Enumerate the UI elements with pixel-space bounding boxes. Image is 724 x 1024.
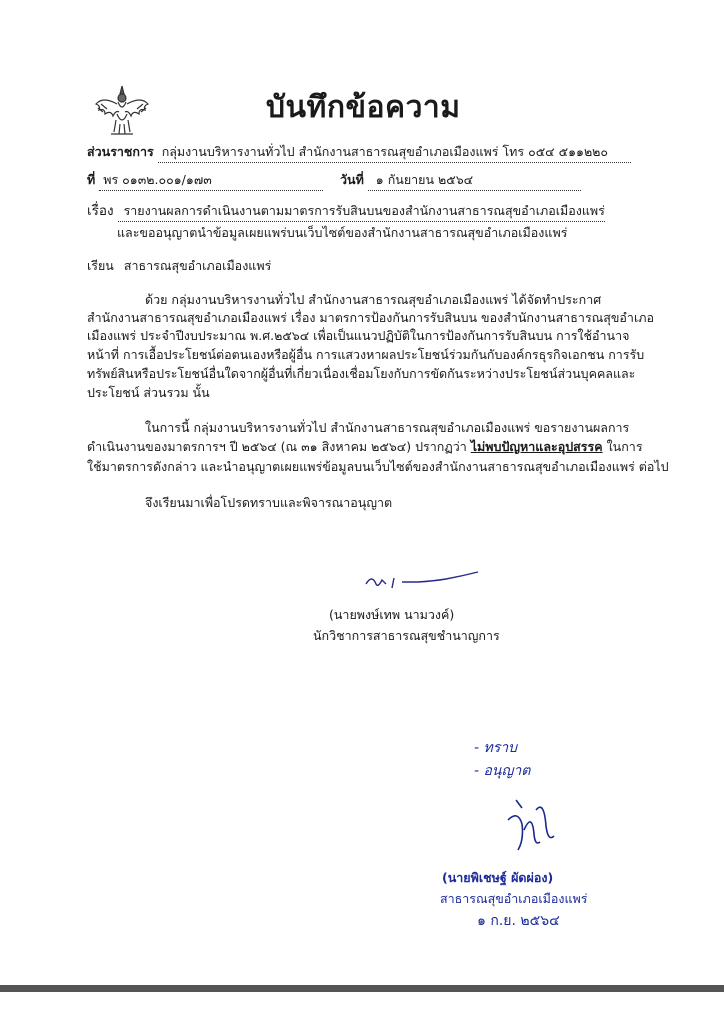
garuda-emblem-icon	[93, 82, 151, 138]
paragraph-3: จึงเรียนมาเพื่อโปรดทราบและพิจารณาอนุญาต	[145, 495, 393, 510]
signer-name: (นายพงษ์เทพ นามวงค์)	[329, 607, 455, 622]
department-row	[87, 142, 631, 163]
approver-name: (นายพิเชษฐ์ ผัดผ่อง)	[442, 870, 554, 885]
paragraph-1-line-4: หน้าที่ การเอื้อประโยชน์ต่อตนเองหรือผู้อื่น การแสวงหาผลประโยชน์ร่วมกันกับองค์กรธุรกิจเอกชน การรับ	[87, 347, 645, 362]
paragraph-1-line-2: สำนักงานสาธารณสุขอำเภอเมืองแพร่ เรื่อง มาตรการป้องกันการรับสินบน ของสำนักงานสาธารณสุขอำเภอ	[87, 310, 654, 325]
subject-line-1: รายงานผลการดำเนินงานตามมาตรการรับสินบนของสำนักงานสาธารณสุขอำเภอเมืองแพร่	[118, 201, 605, 222]
date-row	[340, 170, 581, 191]
approval-note-1: - ทราบ	[474, 740, 517, 756]
paragraph-2-line-2-start: ดำเนินงานของมาตรการฯ ปี ๒๕๖๔ (ณ ๓๑ สิงหาคม ๒๕๖๔) ปรากฏว่า	[87, 439, 467, 454]
date-value: ๑ กันยายน ๒๕๖๔	[368, 170, 581, 191]
signer-position: นักวิชาการสาธารณสุขชำนาญการ	[313, 628, 500, 643]
approver-signature	[488, 790, 568, 858]
to-value: สาธารณสุขอำเภอเมืองแพร่	[123, 258, 272, 273]
paragraph-1-line-6: ประโยชน์ ส่วนรวม นั้น	[87, 385, 210, 400]
approval-date-stamp: ๑ ก.ย. ๒๕๖๔	[477, 913, 560, 929]
page-title: บันทึกข้อความ	[266, 90, 461, 125]
paragraph-2-line-2	[87, 441, 643, 454]
reference-label: ที่	[87, 172, 96, 187]
date-label: วันที่	[340, 172, 364, 187]
paragraph-1-line-5: ทรัพย์สินหรือประโยชน์อื่นใดจากผู้อื่นที่เกี่ยวเนื่องเชื่อมโยงกับการขัดกันระหว่างประโยชน์ส่วนบุคคลและ	[87, 366, 636, 381]
to-label: เรียน	[87, 258, 114, 273]
department-value: กลุ่มงานบริหารงานทั่วไป สำนักงานสาธารณสุขอำเภอเมืองแพร่ โทร ๐๕๔ ๕๑๑๒๒๐	[158, 142, 631, 163]
paragraph-1-line-1: ด้วย กลุ่มงานบริหารงานทั่วไป สำนักงานสาธารณสุขอำเภอเมืองแพร่ ได้จัดทำประกาศ	[145, 292, 602, 307]
paragraph-1-line-3: เมืองแพร่ ประจำปีงบประมาณ พ.ศ.๒๕๖๔ เพื่อเป็นแนวปฏิบัติในการป้องกันการรับสินบน การใช้อำนาจ	[87, 328, 630, 343]
approver-position: สาธารณสุขอำเภอเมืองแพร่	[440, 891, 588, 906]
department-label: ส่วนราชการ	[87, 144, 154, 159]
paragraph-2-line-1: ในการนี้ กลุ่มงานบริหารงานทั่วไป สำนักงานสาธารณสุขอำเภอเมืองแพร่ ขอรายงานผลการ	[145, 420, 630, 435]
to-row	[87, 256, 271, 276]
scan-edge-bar	[0, 985, 724, 992]
no-problem-highlight: ไม่พบปัญหาและอุปสรรค	[470, 439, 603, 454]
approval-note-2: - อนุญาต	[474, 763, 531, 779]
paragraph-2-line-3: ใช้มาตรการดังกล่าว และนำอนุญาตเผยแพร่ข้อมูลบนเว็บไซต์ของสำนักงานสาธารณสุขอำเภอเมืองแพร่ ต่อไป	[87, 459, 669, 474]
signer-signature	[362, 566, 482, 594]
reference-value: พร ๐๑๓๒.๐๐๑/๑๗๓	[99, 170, 323, 191]
subject-line-2: และขออนุญาตนำข้อมูลเผยแพร่บนเว็บไซต์ของสำนักงานสาธารณสุขอำเภอเมืองแพร่	[117, 225, 568, 240]
subject-row	[87, 199, 605, 222]
subject-label: เรื่อง	[87, 203, 114, 219]
reference-row	[87, 170, 323, 191]
paragraph-2-line-2-end: ในการ	[606, 439, 643, 454]
